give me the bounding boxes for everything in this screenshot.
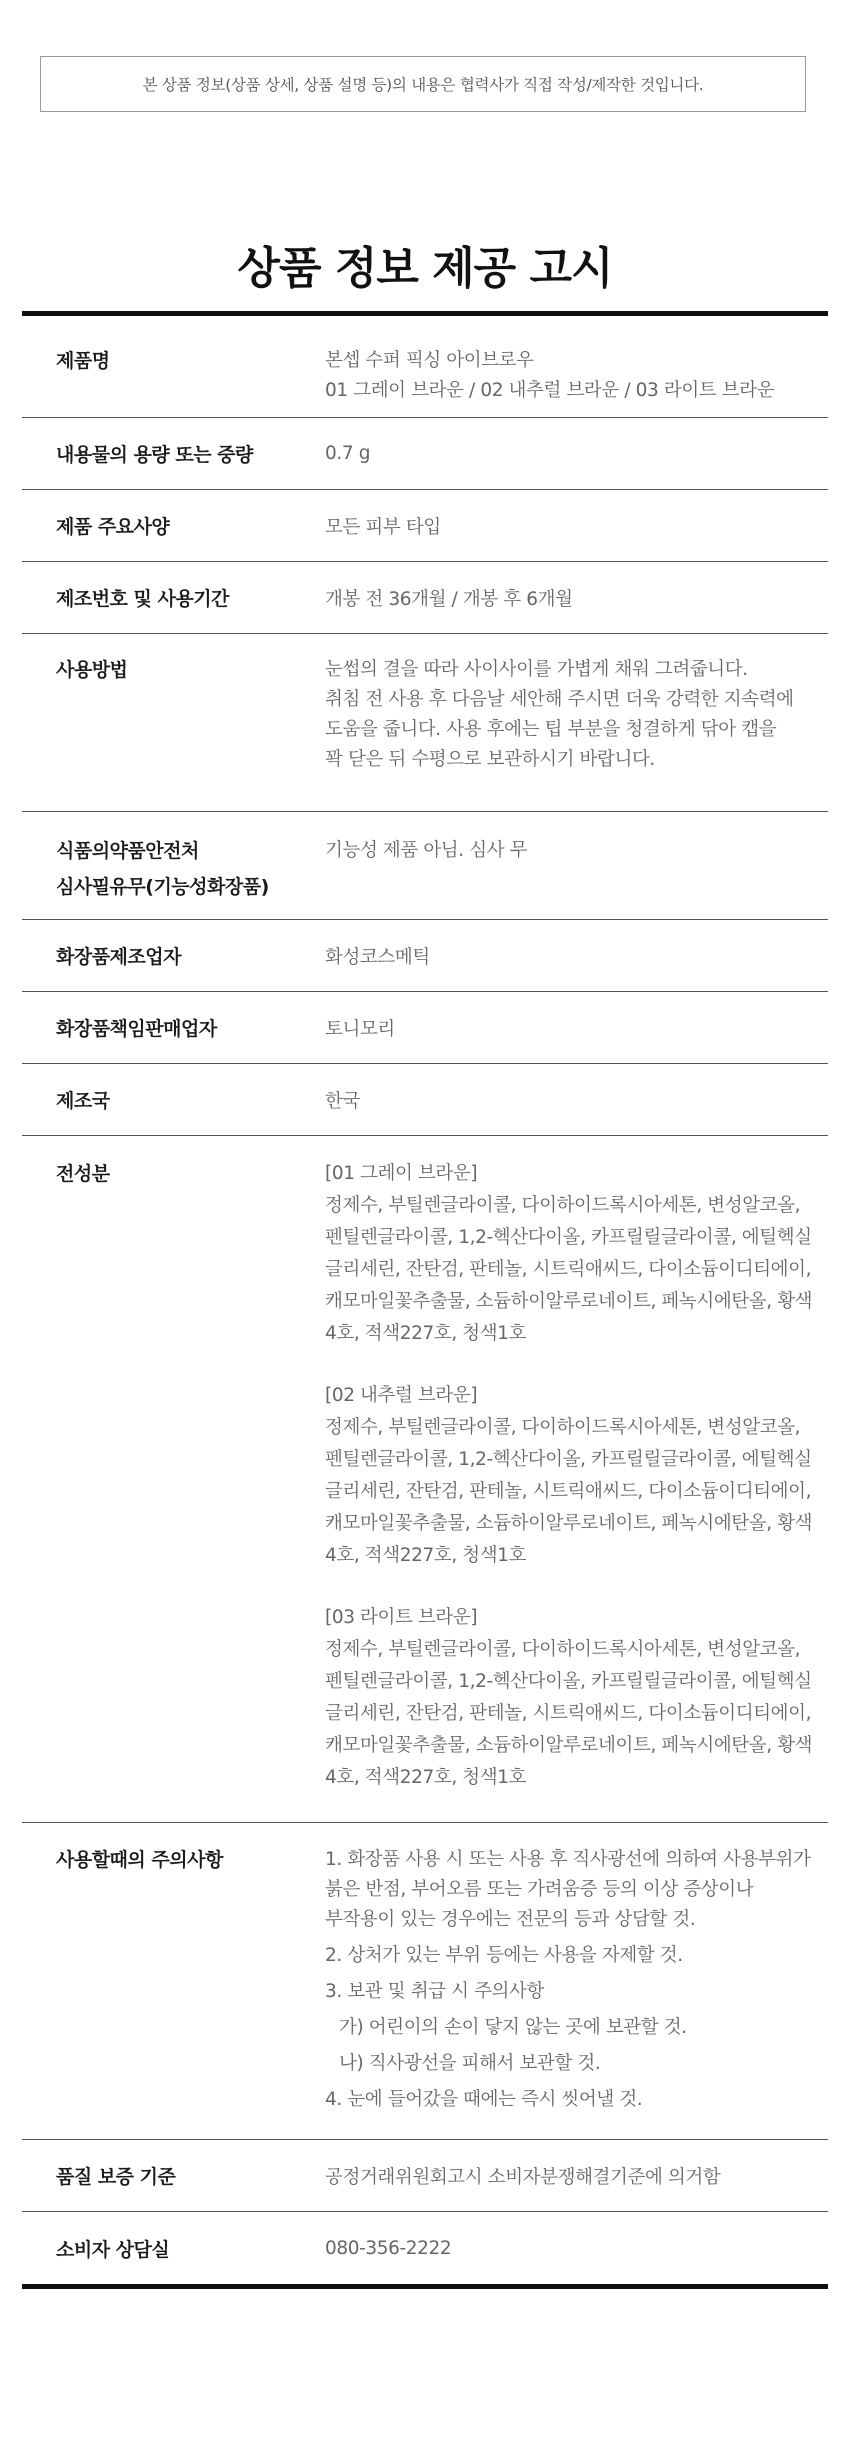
row-label: 사용할때의 주의사항: [56, 1849, 223, 1871]
caution-line: 1. 화장품 사용 시 또는 사용 후 직사광선에 의하여 사용부위가: [325, 1849, 811, 1870]
row-label: 화장품책임판매업자: [56, 1018, 217, 1040]
ingredient-line: 글리세린, 잔탄검, 판테놀, 시트릭애씨드, 다이소듐이디티에이,: [325, 1259, 812, 1280]
row-quality-guarantee: [22, 2140, 828, 2212]
ingredient-line: 펜틸렌글라이콜, 1,2-헥산다이올, 카프릴릴글라이콜, 에틸헥실: [325, 1227, 812, 1248]
product-name-line: 본셉 수퍼 픽싱 아이브로우: [325, 350, 534, 371]
row-value: 토니모리: [325, 1018, 395, 1040]
row-label: 제품명: [56, 350, 110, 372]
row-value: 모든 피부 타입: [325, 516, 441, 538]
usage-line: 꽉 닫은 뒤 수평으로 보관하시기 바랍니다.: [325, 749, 655, 770]
row-product-name: [22, 316, 828, 418]
row-label: 제조국: [56, 1090, 110, 1112]
ingredient-line: 펜틸렌글라이콜, 1,2-헥산다이올, 카프릴릴글라이콜, 에틸헥실: [325, 1671, 812, 1692]
ingredient-group: [325, 1380, 816, 1572]
row-value: 화성코스메틱: [325, 946, 430, 968]
row-label: 제품 주요사양: [56, 516, 170, 538]
ingredient-group-heading: [01 그레이 브라운]: [325, 1163, 478, 1184]
row-value: 공정거래위원회고시 소비자분쟁해결기준에 의거함: [325, 2166, 721, 2188]
row-consumer-contact: [22, 2212, 828, 2284]
product-variants-line: 01 그레이 브라운 / 02 내추럴 브라운 / 03 라이트 브라운: [325, 380, 775, 401]
row-value: 기능성 제품 아님. 심사 무: [325, 840, 528, 861]
row-label: [22, 833, 325, 919]
usage-line: 눈썹의 결을 따라 사이사이를 가볍게 채워 그려줍니다.: [325, 659, 748, 680]
ingredient-line: 4호, 적색227호, 청색1호: [325, 1545, 527, 1566]
caution-line: 붉은 반점, 부어오름 또는 가려움증 등의 이상 증상이나: [325, 1879, 754, 1900]
row-label-line: 심사필유무(기능성화장품): [56, 876, 269, 898]
row-seller: [22, 992, 828, 1064]
ingredient-line: 4호, 적색227호, 청색1호: [325, 1767, 527, 1788]
row-value: [325, 1845, 828, 2139]
ingredient-line: 캐모마일꽃추출물, 소듐하이알루로네이트, 페녹시에탄올, 황색: [325, 1513, 813, 1534]
usage-line: 취침 전 사용 후 다음날 세안해 주시면 더욱 강력한 지속력에: [325, 689, 794, 710]
row-volume: [22, 418, 828, 490]
ingredient-line: 글리세린, 잔탄검, 판테놀, 시트릭애씨드, 다이소듐이디티에이,: [325, 1481, 812, 1502]
row-origin: [22, 1064, 828, 1136]
caution-subitem: 나) 직사광선을 피해서 보관할 것.: [339, 2053, 601, 2074]
row-label: 내용물의 용량 또는 중량: [56, 444, 253, 466]
ingredient-line: 정제수, 부틸렌글라이콜, 다이하이드록시아세톤, 변성알코올,: [325, 1639, 801, 1660]
caution-subitem: 가) 어린이의 손이 닿지 않는 곳에 보관할 것.: [339, 2017, 687, 2038]
row-value: [325, 346, 828, 417]
caution-item: 2. 상처가 있는 부위 등에는 사용을 자제할 것.: [325, 1945, 683, 1966]
ingredient-line: 글리세린, 잔탄검, 판테놀, 시트릭애씨드, 다이소듐이디티에이,: [325, 1703, 812, 1724]
row-label: 제조번호 및 사용기간: [56, 588, 229, 610]
ingredient-line: 4호, 적색227호, 청색1호: [325, 1323, 527, 1344]
row-value: 한국: [325, 1090, 360, 1112]
row-value: [325, 1158, 828, 1822]
row-label: 품질 보증 기준: [56, 2166, 176, 2188]
seller-notice-text: 본 상품 정보(상품 상세, 상품 설명 등)의 내용은 협력사가 직접 작성/제작한 것입니다.: [142, 76, 704, 94]
ingredient-group-heading: [02 내추럴 브라운]: [325, 1385, 478, 1406]
row-value: 개봉 전 36개월 / 개봉 후 6개월: [325, 588, 573, 610]
product-info-table: [22, 311, 828, 2289]
row-usage: [22, 634, 828, 812]
row-label: 전성분: [56, 1163, 110, 1185]
ingredient-group: [325, 1602, 816, 1794]
row-label: 소비자 상담실: [56, 2238, 170, 2261]
caution-item: [325, 1845, 816, 1935]
ingredient-group-heading: [03 라이트 브라운]: [325, 1607, 478, 1628]
contact-phone: 080-356-2222: [325, 2237, 452, 2259]
row-cautions: [22, 1823, 828, 2140]
row-label: 사용방법: [56, 659, 128, 681]
caution-line: 부작용이 있는 경우에는 전문의 등과 상담할 것.: [325, 1909, 696, 1930]
row-manufacturer: [22, 920, 828, 992]
row-specs: [22, 490, 828, 562]
ingredient-line: 캐모마일꽃추출물, 소듐하이알루로네이트, 페녹시에탄올, 황색: [325, 1291, 813, 1312]
seller-notice-box: [40, 56, 806, 112]
row-ingredients: [22, 1136, 828, 1823]
caution-item: 3. 보관 및 취급 시 주의사항: [325, 1981, 544, 2002]
ingredient-line: 캐모마일꽃추출물, 소듐하이알루로네이트, 페녹시에탄올, 황색: [325, 1735, 813, 1756]
ingredient-line: 펜틸렌글라이콜, 1,2-헥산다이올, 카프릴릴글라이콜, 에틸헥실: [325, 1449, 812, 1470]
row-mfds-review: [22, 812, 828, 920]
row-label-line: 식품의약품안전처: [56, 840, 199, 862]
row-value: 0.7 g: [325, 443, 371, 464]
caution-item: 4. 눈에 들어갔을 때에는 즉시 씻어낼 것.: [325, 2089, 643, 2110]
ingredient-line: 정제수, 부틸렌글라이콜, 다이하이드록시아세톤, 변성알코올,: [325, 1195, 801, 1216]
row-shelf-life: [22, 562, 828, 634]
row-value: [325, 655, 828, 811]
ingredient-group: [325, 1158, 816, 1350]
usage-line: 도움을 줍니다. 사용 후에는 팁 부분을 청결하게 닦아 캡을: [325, 719, 777, 740]
row-label: 화장품제조업자: [56, 946, 181, 968]
page-title: 상품 정보 제공 고시: [237, 243, 613, 294]
ingredient-line: 정제수, 부틸렌글라이콜, 다이하이드록시아세톤, 변성알코올,: [325, 1417, 801, 1438]
